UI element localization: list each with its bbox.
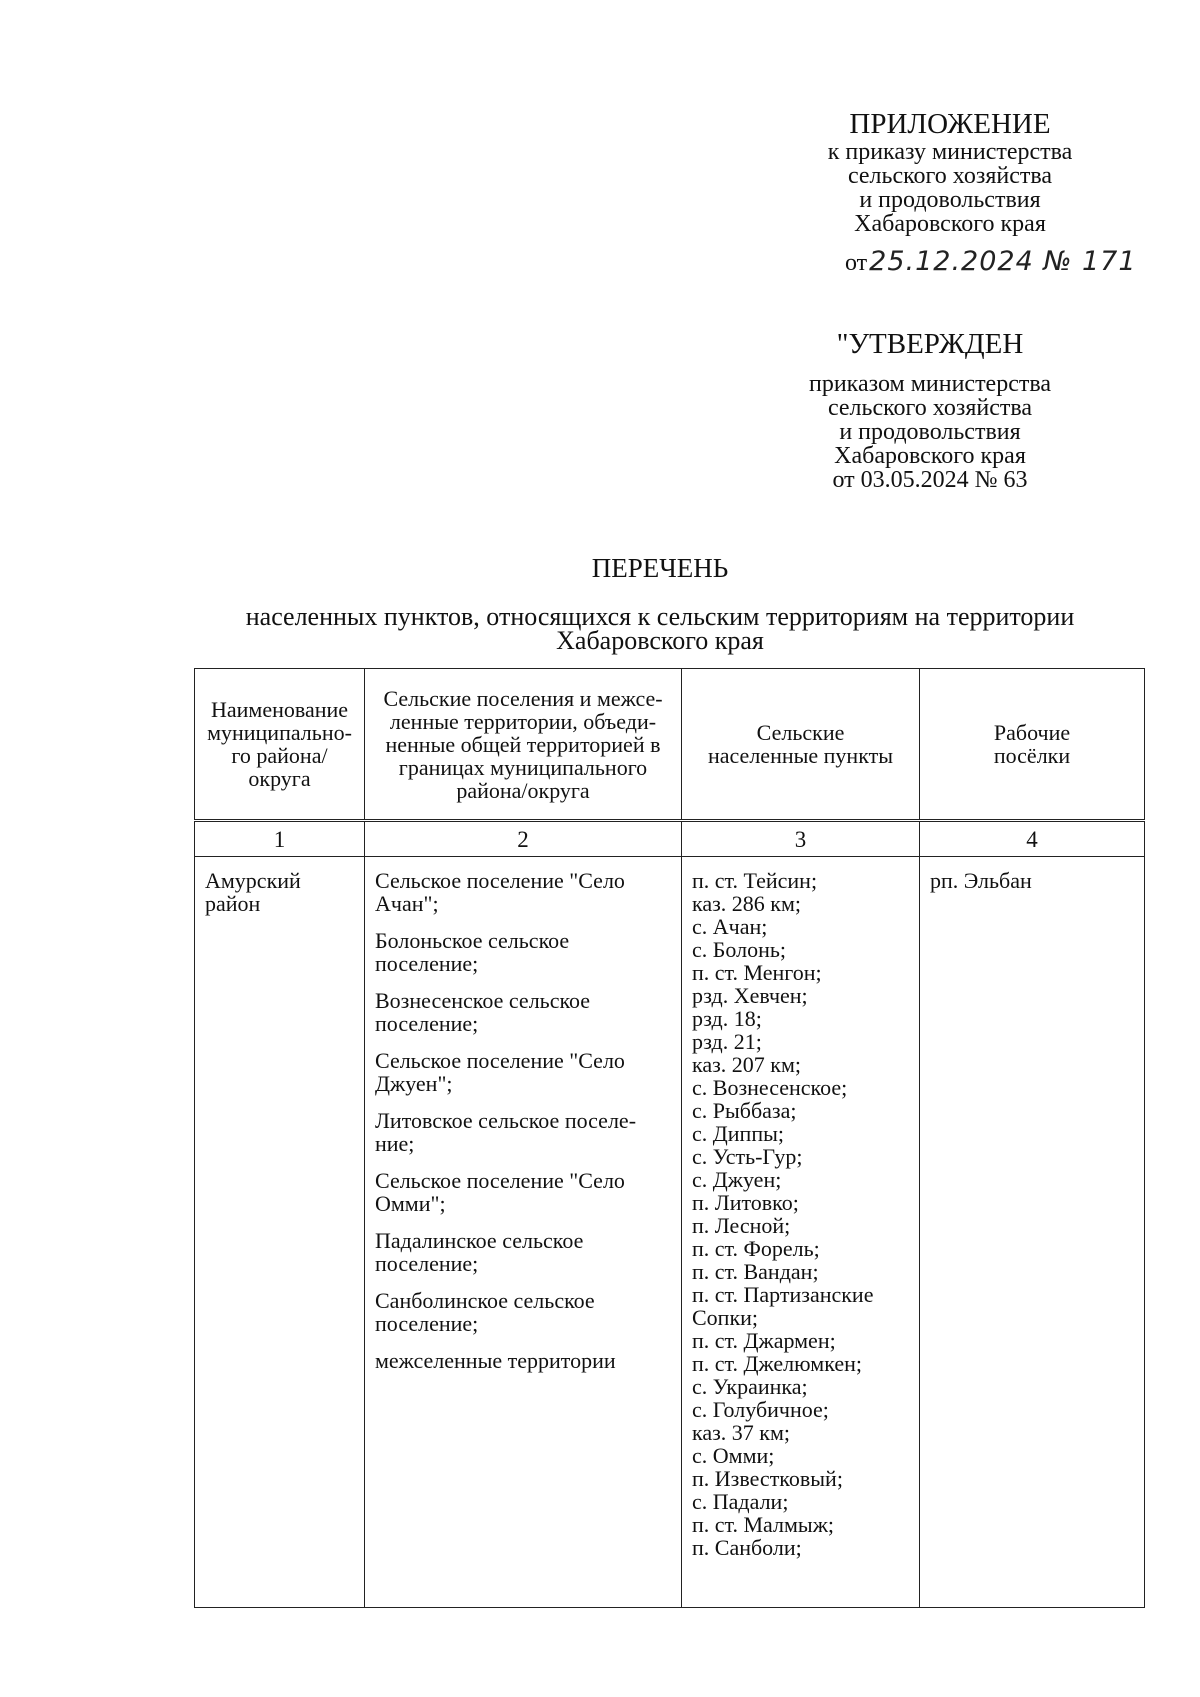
localities-cell: [682, 857, 920, 1608]
column-number: 3: [682, 821, 920, 857]
list-item: п. ст. Вандан;: [692, 1259, 819, 1284]
list-item: с. Вознесенское;: [692, 1075, 848, 1100]
list-item: с. Голубичное;: [692, 1397, 829, 1422]
district-cell: [195, 857, 365, 1608]
approved-header: [780, 328, 1080, 492]
subtitle-line: населенных пунктов, относящихся к сельским территориям на территории: [245, 602, 1075, 631]
approved-line: от 03.05.2024 № 63: [832, 467, 1028, 493]
document-subtitle: [180, 602, 1140, 655]
list-item: рзд. 21;: [692, 1029, 762, 1054]
approved-line: и продовольствия: [839, 419, 1021, 445]
header-line: границах муниципального: [398, 754, 648, 780]
localities-list: [692, 869, 909, 1559]
settlements-cell: [365, 857, 682, 1608]
list-item: Сельское поселение "Село Ачан";: [375, 868, 625, 916]
list-item: с. Рыббаза;: [692, 1098, 797, 1123]
header-line: посёлки: [993, 743, 1071, 768]
approved-line: приказом министерства: [808, 371, 1052, 397]
list-item: п. ст. Малмыж;: [692, 1512, 835, 1537]
appendix-title: ПРИЛОЖЕНИЕ: [849, 108, 1051, 140]
appendix-line: Хабаровского края: [854, 211, 1046, 237]
list-item: рзд. Хевчен;: [692, 983, 808, 1008]
header-line: ленные территории, объеди-: [389, 708, 657, 734]
appendix-line: к приказу министерства: [827, 139, 1073, 165]
list-item: Санболинское сельское поселение;: [375, 1288, 595, 1336]
list-item: с. Болонь;: [692, 937, 787, 962]
approved-line: Хабаровского края: [834, 443, 1026, 469]
list-item: Падалинское сельское поселение;: [375, 1228, 584, 1276]
district-name: Амурский: [205, 868, 301, 893]
header-line: ненные общей территорией в: [385, 731, 661, 757]
list-item: Болоньское сельское поселение;: [375, 928, 570, 976]
table-header-row: [195, 669, 1145, 821]
list-item: п. ст. Партизанские: [692, 1282, 874, 1307]
header-settlements: [365, 669, 682, 821]
work-settlements-cell: [920, 857, 1145, 1608]
header-line: Сельские: [756, 720, 845, 745]
header-district: [195, 669, 365, 821]
list-item: п. ст. Джелюмкен;: [692, 1351, 863, 1376]
header-rural-localities: [682, 669, 920, 821]
district-name: район: [205, 891, 261, 916]
header-line: Наименование: [210, 697, 349, 722]
table-row: [195, 857, 1145, 1608]
decree-date-line: [845, 246, 1137, 277]
header-line: муниципально-: [207, 720, 352, 745]
appendix-line: сельского хозяйства: [847, 163, 1053, 189]
list-item: рзд. 18;: [692, 1006, 762, 1031]
document-heading: [180, 553, 1140, 653]
header-line: го района/: [231, 743, 328, 768]
approved-title: "УТВЕРЖДЕН: [836, 328, 1024, 360]
header-line: Сельские поселения и межсе-: [383, 685, 663, 711]
list-item: с. Ачан;: [692, 914, 768, 939]
list-item: п. Известковый;: [692, 1466, 843, 1491]
list-item: с. Усть-Гур;: [692, 1144, 803, 1169]
date-prefix: от: [845, 250, 868, 276]
list-item: п. Санболи;: [692, 1535, 802, 1560]
list-item: Сельское поселение "Село Омми";: [375, 1168, 625, 1216]
column-number: 2: [365, 821, 682, 857]
list-item: с. Украинка;: [692, 1374, 808, 1399]
appendix-header: [790, 108, 1110, 236]
list-item: Сельское поселение "Село Джуен";: [375, 1048, 625, 1096]
list-item: каз. 286 км;: [692, 891, 802, 916]
header-line: округа: [248, 766, 311, 791]
list-item: п. Литовко;: [692, 1190, 799, 1215]
settlements-list: [375, 869, 671, 1372]
appendix-line: и продовольствия: [859, 187, 1041, 213]
document-title: ПЕРЕЧЕНЬ: [591, 553, 729, 583]
list-item: п. ст. Форель;: [692, 1236, 820, 1261]
column-number: 1: [195, 821, 365, 857]
subtitle-line: Хабаровского края: [556, 626, 764, 655]
header-line: населенные пункты: [707, 743, 893, 768]
list-item: каз. 207 км;: [692, 1052, 802, 1077]
list-item: Литовское сельское поселе- ние;: [375, 1108, 637, 1156]
list-item: п. Лесной;: [692, 1213, 791, 1238]
header-line: района/округа: [456, 777, 590, 803]
list-item: с. Джуен;: [692, 1167, 782, 1192]
column-number: 4: [920, 821, 1145, 857]
list-item: каз. 37 км;: [692, 1420, 791, 1445]
list-item: п. ст. Тейсин;: [692, 868, 818, 893]
approved-line: сельского хозяйства: [827, 395, 1033, 421]
list-item: Сопки;: [692, 1305, 759, 1330]
handwritten-date: 25.12.2024 № 171: [869, 246, 1137, 277]
list-item: Вознесенское сельское поселение;: [375, 988, 591, 1036]
list-item: с. Диппы;: [692, 1121, 784, 1146]
localities-table: [194, 668, 1145, 1608]
list-item: с. Омми;: [692, 1443, 775, 1468]
list-item: п. ст. Менгон;: [692, 960, 822, 985]
column-number-row: [195, 821, 1145, 857]
work-settlement: рп. Эльбан: [930, 868, 1032, 893]
header-line: Рабочие: [993, 720, 1071, 745]
list-item: межселенные территории: [375, 1348, 616, 1373]
list-item: п. ст. Джармен;: [692, 1328, 836, 1353]
list-item: с. Падали;: [692, 1489, 789, 1514]
header-work-settlements: [920, 669, 1145, 821]
